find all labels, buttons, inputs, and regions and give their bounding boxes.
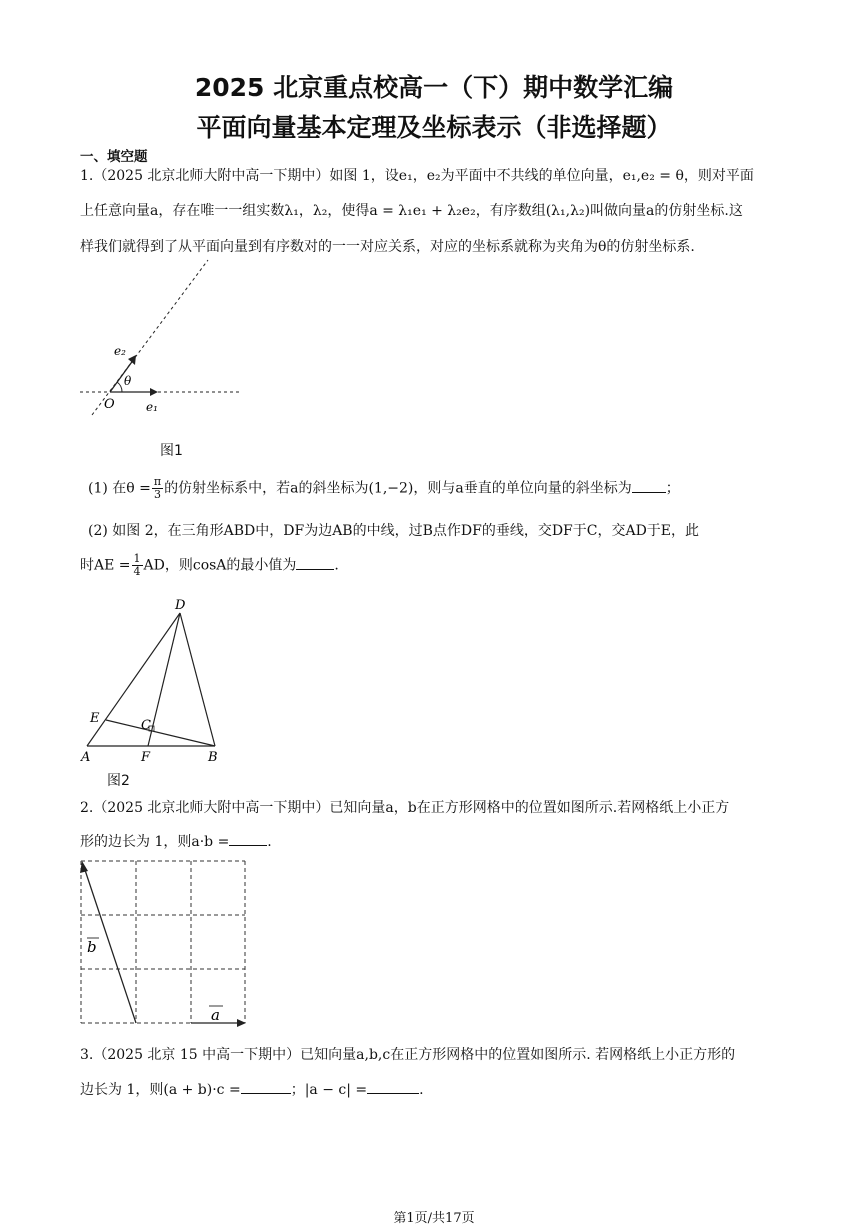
fig2-label-F: F	[141, 750, 151, 765]
fig1-label-theta: θ	[124, 374, 132, 388]
q1-line2: 上任意向量a，存在唯一一组实数λ₁，λ₂，使得a = λ₁e₁ + λ₂e₂，有序数组(λ₁,λ₂)叫做向量a的仿射坐标.这	[80, 203, 743, 219]
q2-grid-figure	[75, 855, 255, 1035]
q1-sub2-answer-blank	[296, 557, 334, 570]
q2-answer-blank	[229, 833, 267, 846]
q3-line2	[80, 1079, 424, 1099]
fig1-angle-arc	[117, 382, 122, 392]
fig2-label-A: A	[81, 750, 91, 765]
q1-sub1-text-b: 的仿射坐标系中，若a的斜坐标为(1,−2)，则与a垂直的单位向量的斜坐标为	[164, 480, 632, 497]
section-title: 一、填空题	[80, 149, 148, 165]
q1-sub1-text-a: (1) 在θ =	[88, 480, 151, 497]
vector-a-label: a	[211, 1006, 220, 1024]
q1-sub1-answer-blank	[632, 480, 666, 493]
fraction-denominator: 3	[154, 488, 161, 501]
fig1-label-e1: e₁	[146, 400, 158, 414]
q1-line1: 1.（2025 北京北师大附中高一下期中）如图 1，设e₁，e₂为平面中不共线的单位向量，e₁,e₂ = θ，则对平面	[80, 168, 754, 184]
figure-1	[70, 255, 270, 430]
q1-sub2-line2	[80, 553, 339, 578]
q3-line1: 3.（2025 北京 15 中高一下期中）已知向量a,b,c在正方形网格中的位置如图所示. 若网格纸上小正方形的	[80, 1047, 736, 1063]
fig2-label-C: C	[141, 718, 151, 733]
q1-sub2-fraction	[132, 553, 143, 578]
fig2-caption: 图2	[107, 773, 130, 789]
page-subtitle: 平面向量基本定理及坐标表示（非选择题）	[196, 113, 672, 142]
fig1-e2-arrowhead	[128, 355, 136, 365]
fraction-denominator: 4	[133, 565, 141, 578]
fig1-label-e2: e₂	[114, 344, 126, 358]
q1-sub2-text-a: 时AE =	[80, 557, 131, 574]
fig2-label-E: E	[90, 711, 100, 726]
q3-text-mid: ；|a − c| =	[290, 1082, 368, 1098]
fig1-caption: 图1	[160, 443, 183, 459]
q1-sub1-fraction	[152, 476, 163, 501]
q3-answer-blank-1	[241, 1081, 291, 1094]
q1-line3: 样我们就得到了从平面向量到有序数对的一一对应关系，对应的坐标系就称为夹角为θ的仿射坐标系.	[80, 239, 695, 255]
fraction-numerator: 1	[133, 552, 141, 565]
q1-sub1	[88, 476, 680, 501]
fig2-perpendicular-BE	[106, 720, 215, 746]
q1-sub2-end: .	[334, 557, 339, 574]
figure-2	[75, 595, 235, 770]
fig2-label-D: D	[175, 598, 186, 613]
page-footer: 第1页/共17页	[393, 1211, 475, 1226]
q1-sub2-text-b: AD，则cosA的最小值为	[143, 557, 297, 574]
page-title: 2025 北京重点校高一（下）期中数学汇编	[194, 73, 674, 102]
fraction-numerator: π	[153, 475, 162, 488]
fig1-label-O: O	[104, 397, 115, 412]
fig2-label-B: B	[208, 750, 218, 765]
fig1-e1-arrowhead	[150, 388, 158, 396]
vector-b-label: b	[87, 938, 97, 956]
q3-text-a: 边长为 1，则(a + b)·c =	[80, 1082, 241, 1098]
q1-sub1-end: ；	[665, 480, 680, 497]
q3-answer-blank-2	[367, 1081, 419, 1094]
q1-sub2-line1: (2) 如图 2，在三角形ABD中，DF为边AB的中线，过B点作DF的垂线，交DF于C，交AD于E，此	[88, 523, 700, 539]
fig2-side-BD	[180, 613, 215, 746]
q2-line1: 2.（2025 北京北师大附中高一下期中）已知向量a，b在正方形网格中的位置如图所示.若网格纸上小正方	[80, 800, 730, 816]
q2-line2	[80, 831, 272, 851]
q2-end: .	[267, 834, 272, 850]
vector-a-arrowhead	[237, 1019, 246, 1027]
q2-text-a: 形的边长为 1，则a·b =	[80, 834, 230, 850]
q3-end: .	[419, 1082, 424, 1098]
